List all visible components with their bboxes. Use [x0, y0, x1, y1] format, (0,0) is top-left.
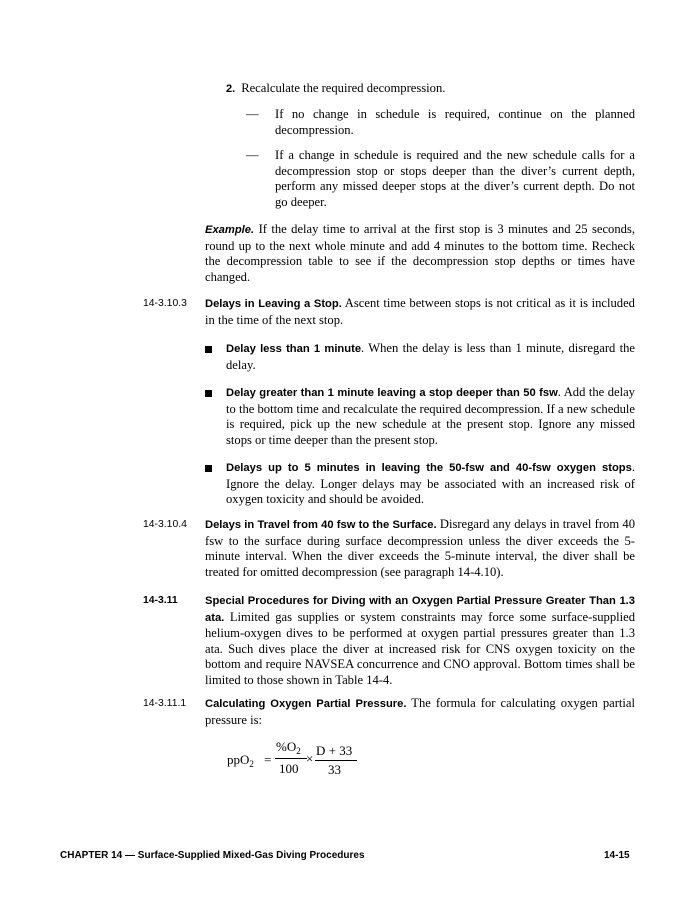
section-title-14-3-10-3: Delays in Leaving a Stop.	[205, 298, 342, 310]
bullet-item-1	[226, 341, 635, 373]
step-2-text: Recalculate the required decompression.	[241, 81, 446, 95]
fraction-bar-2	[315, 760, 357, 761]
bullet-square	[205, 346, 212, 353]
footer-chapter-title: CHAPTER 14 — Surface-Supplied Mixed-Gas Diving Procedures	[60, 850, 365, 861]
bullet-2-text: . Add the delay to the bottom time and recalculate the required decompression. If a new schedule is required, pick up the new schedule at the present stop. Ignore any missed stops or time deeper than the present stop.	[226, 385, 635, 447]
section-title-14-3-10-4: Delays in Travel from 40 fsw to the Surface.	[205, 519, 437, 531]
section-number-14-3-11: 14-3.11	[143, 595, 178, 606]
section-14-3-11-1	[205, 696, 635, 728]
step-2	[226, 79, 636, 97]
dash-item-2: If a change in schedule is required and the new schedule calls for a decompression stop or stops deeper than the diver’s current depth, perform any missed deeper stops at the diver’s current depth. Do not go deeper.	[275, 148, 635, 209]
section-number-14-3-11-1: 14-3.11.1	[143, 698, 187, 709]
dash-2-glyph: —	[246, 148, 259, 162]
section-title-14-3-11-1: Calculating Oxygen Partial Pressure.	[205, 698, 407, 710]
bullet-square	[205, 390, 212, 397]
section-14-3-11	[205, 593, 635, 689]
formula-times: ×	[306, 751, 314, 766]
section-title-14-3-11: Special Procedures for Diving with an Oxygen Partial Pressure Greater Than 1.3 ata.	[205, 595, 635, 624]
dash-1-glyph: —	[246, 107, 259, 121]
bullet-1-text: . When the delay is less than 1 minute, disregard the delay.	[226, 341, 635, 372]
bullet-3-text: . Ignore the delay. Longer delays may be associated with an increased risk of oxygen toxicity and should be avoided.	[226, 460, 635, 507]
bullet-square	[205, 465, 212, 472]
bullet-2-title: Delay greater than 1 minute leaving a stop deeper than 50 fsw	[226, 387, 558, 399]
formula-numerator-2: D + 33	[316, 743, 353, 758]
step-2-number: 2.	[226, 83, 236, 95]
formula-numerator-1: $\%O_2$	[276, 739, 301, 756]
formula-lhs: ppO$_2$	[227, 752, 254, 769]
footer-page-number: 14-15	[604, 850, 630, 861]
example-label: Example.	[205, 224, 255, 236]
section-14-3-10-3	[205, 296, 635, 328]
bullet-item-2	[226, 385, 635, 448]
section-14-3-10-4	[205, 517, 635, 580]
bullet-1-title: Delay less than 1 minute	[226, 343, 362, 355]
example-paragraph	[205, 222, 635, 285]
formula-denominator-2: 33	[328, 762, 341, 777]
section-number-14-3-10-3: 14-3.10.3	[143, 298, 187, 309]
fraction-bar-1	[275, 758, 307, 759]
section-text-14-3-10-4: Disregard any delays in travel from 40 fsw to the surface during surface decompression unless the diver exceeds the 5-minute interval. When the diver exceeds the 5-minute interval, the diver shall be treated for omitted decompression (see paragraph 14-4.10).	[205, 517, 635, 579]
section-number-14-3-10-4: 14-3.10.4	[143, 519, 187, 530]
bullet-3-title: Delays up to 5 minutes in leaving the 50-fsw and 40-fsw oxygen stops	[226, 462, 632, 474]
dash-item-1: If no change in schedule is required, continue on the planned decompression.	[275, 107, 635, 137]
section-text-14-3-11: Limited gas supplies or system constraints may force some surface-supplied helium-oxygen dives to be performed at oxygen partial pressures greater than 1.3 ata. Such dives place the diver at increased risk for CNS oxygen toxicity on the bottom and require NAVSEA concurrence and CNO approval. Bottom times shall be limited to those shown in Table 14-4.	[205, 609, 635, 687]
section-text-14-3-11-1: The formula for calculating oxygen partial pressure is:	[205, 696, 636, 727]
bullet-item-3	[226, 460, 635, 508]
formula-equals: =	[264, 752, 272, 767]
formula-denominator-1: 100	[279, 761, 299, 776]
section-text-14-3-10-3: Ascent time between stops is not critical as it is included in the time of the next stop.	[205, 296, 635, 327]
example-text: If the delay time to arrival at the first stop is 3 minutes and 25 seconds, round up to the next whole minute and add 4 minutes to the bottom time. Recheck the decompression table to see if the decompression stop depths or times have changed.	[205, 222, 635, 284]
